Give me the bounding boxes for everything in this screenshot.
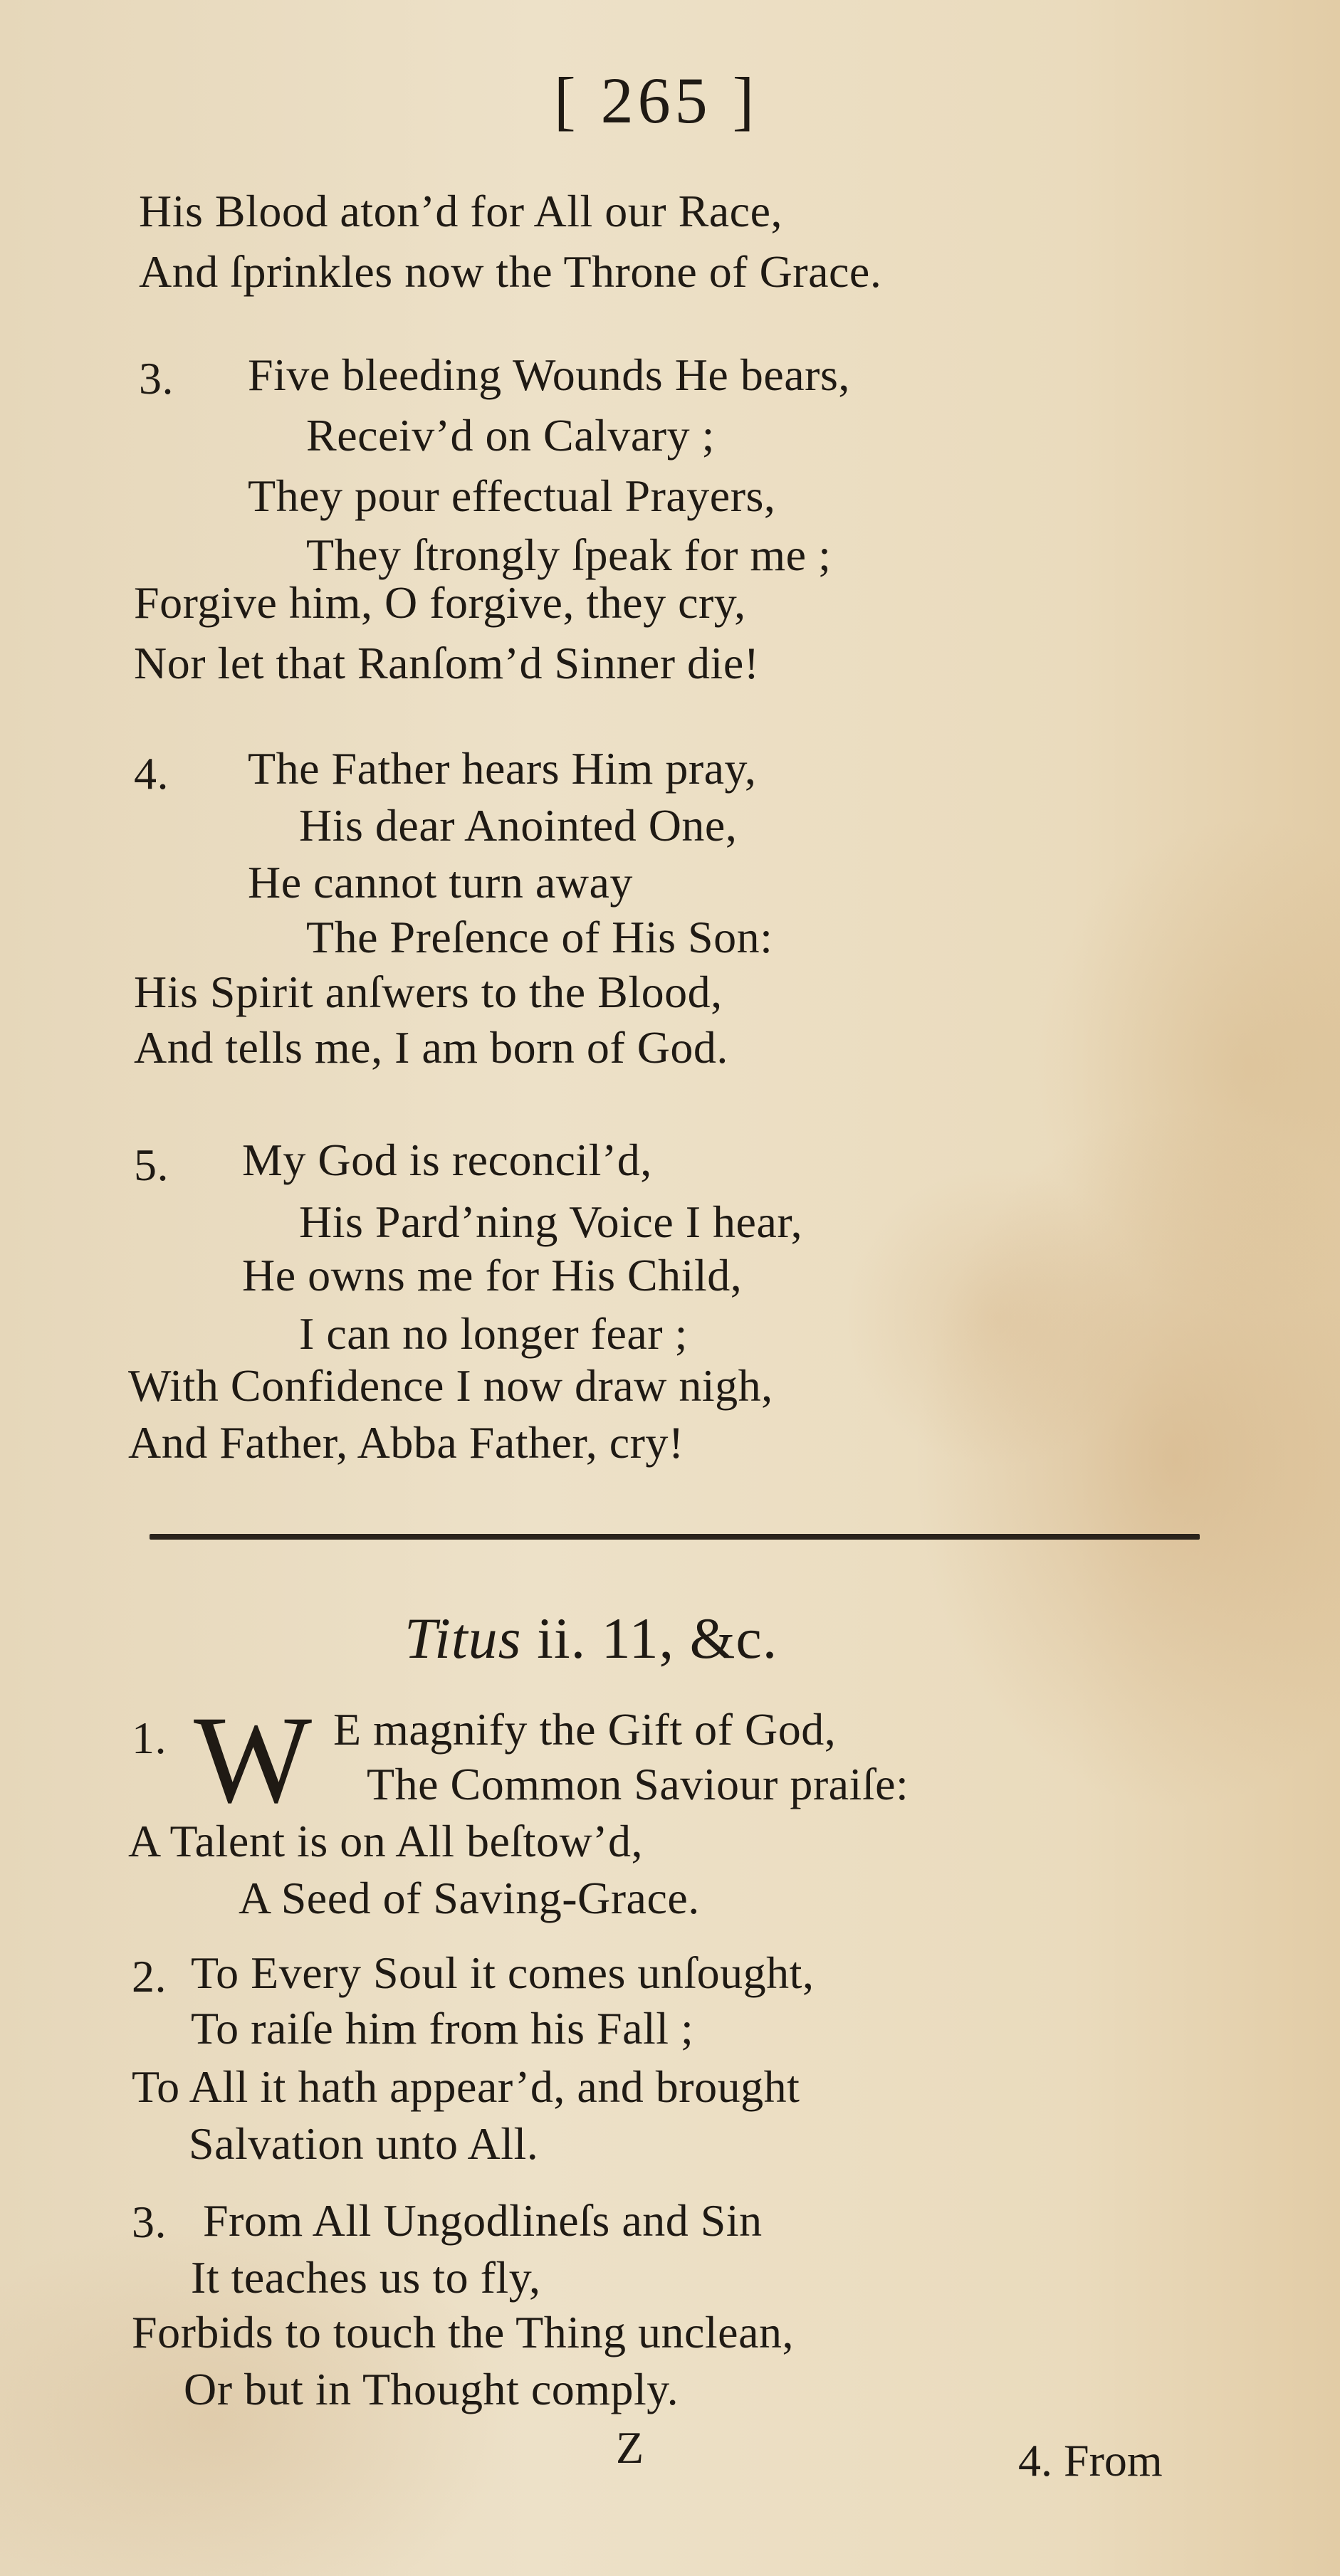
verse-line: Forgive him, O forgive, they cry, xyxy=(134,577,746,628)
verse-line: His dear Anointed One, xyxy=(299,800,738,851)
verse-line: And Father, Abba Father, cry! xyxy=(128,1417,684,1468)
verse-line: A Talent is on All beſtow’d, xyxy=(128,1816,643,1866)
verse-line: To Every Soul it comes unſought, xyxy=(191,1947,815,1998)
drop-cap: W xyxy=(194,1691,313,1829)
verse-line: His Blood aton’d for All our Race, xyxy=(139,186,782,236)
catchword: 4. From xyxy=(1018,2435,1163,2486)
verse-line: Receiv’d on Calvary ; xyxy=(306,410,715,461)
stanza-number: 2. xyxy=(132,1951,167,2002)
verse-line: The Preſence of His Son: xyxy=(306,912,773,962)
verse-line: They pour effectual Prayers, xyxy=(248,470,776,521)
stanza-number: 3. xyxy=(139,353,174,404)
verse-line: To raiſe him from his Fall ; xyxy=(191,2003,694,2054)
verse-line: His Pard’ning Voice I hear, xyxy=(299,1197,803,1247)
verse-line: Nor let that Ranſom’d Sinner die! xyxy=(134,638,760,688)
verse-line: And ſprinkles now the Throne of Grace. xyxy=(139,246,882,297)
page-number: [ 265 ] xyxy=(554,64,759,137)
verse-line: The Common Saviour praiſe: xyxy=(367,1759,909,1809)
verse-line: Salvation unto All. xyxy=(189,2118,539,2169)
hymn-title xyxy=(404,1605,778,1672)
verse-line: His Spirit anſwers to the Blood, xyxy=(134,967,723,1017)
verse-line: I can no longer fear ; xyxy=(299,1308,688,1359)
verse-line: They ſtrongly ſpeak for me ; xyxy=(306,530,832,580)
stanza-number: 1. xyxy=(132,1713,167,1763)
verse-line: The Father hears Him pray, xyxy=(248,743,757,794)
verse-line: It teaches us to fly, xyxy=(191,2252,541,2303)
hymn-title-reference: ii. 11, &c. xyxy=(521,1606,778,1671)
stanza-number: 3. xyxy=(132,2197,167,2247)
verse-line: Forbids to touch the Thing unclean, xyxy=(132,2307,794,2357)
verse-line: My God is reconcil’d, xyxy=(242,1135,652,1185)
verse-line: With Confidence I now draw nigh, xyxy=(128,1360,773,1411)
stanza-number: 5. xyxy=(134,1140,169,1190)
section-divider xyxy=(150,1534,1200,1540)
verse-line: Five bleeding Wounds He bears, xyxy=(248,349,850,400)
verse-line: E magnify the Gift of God, xyxy=(333,1704,837,1755)
stanza-number: 4. xyxy=(134,748,169,799)
signature-mark: Z xyxy=(616,2422,644,2473)
verse-line: From All Ungodlineſs and Sin xyxy=(203,2195,763,2246)
verse-line: He owns me for His Child, xyxy=(242,1250,743,1300)
verse-line: He cannot turn away xyxy=(248,857,633,908)
verse-line: A Seed of Saving-Grace. xyxy=(239,1873,700,1923)
hymn-title-book: Titus xyxy=(404,1606,522,1671)
verse-line: And tells me, I am born of God. xyxy=(134,1022,728,1073)
verse-line: Or but in Thought comply. xyxy=(184,2364,679,2414)
verse-line: To All it hath appear’d, and brought xyxy=(132,2061,800,2112)
